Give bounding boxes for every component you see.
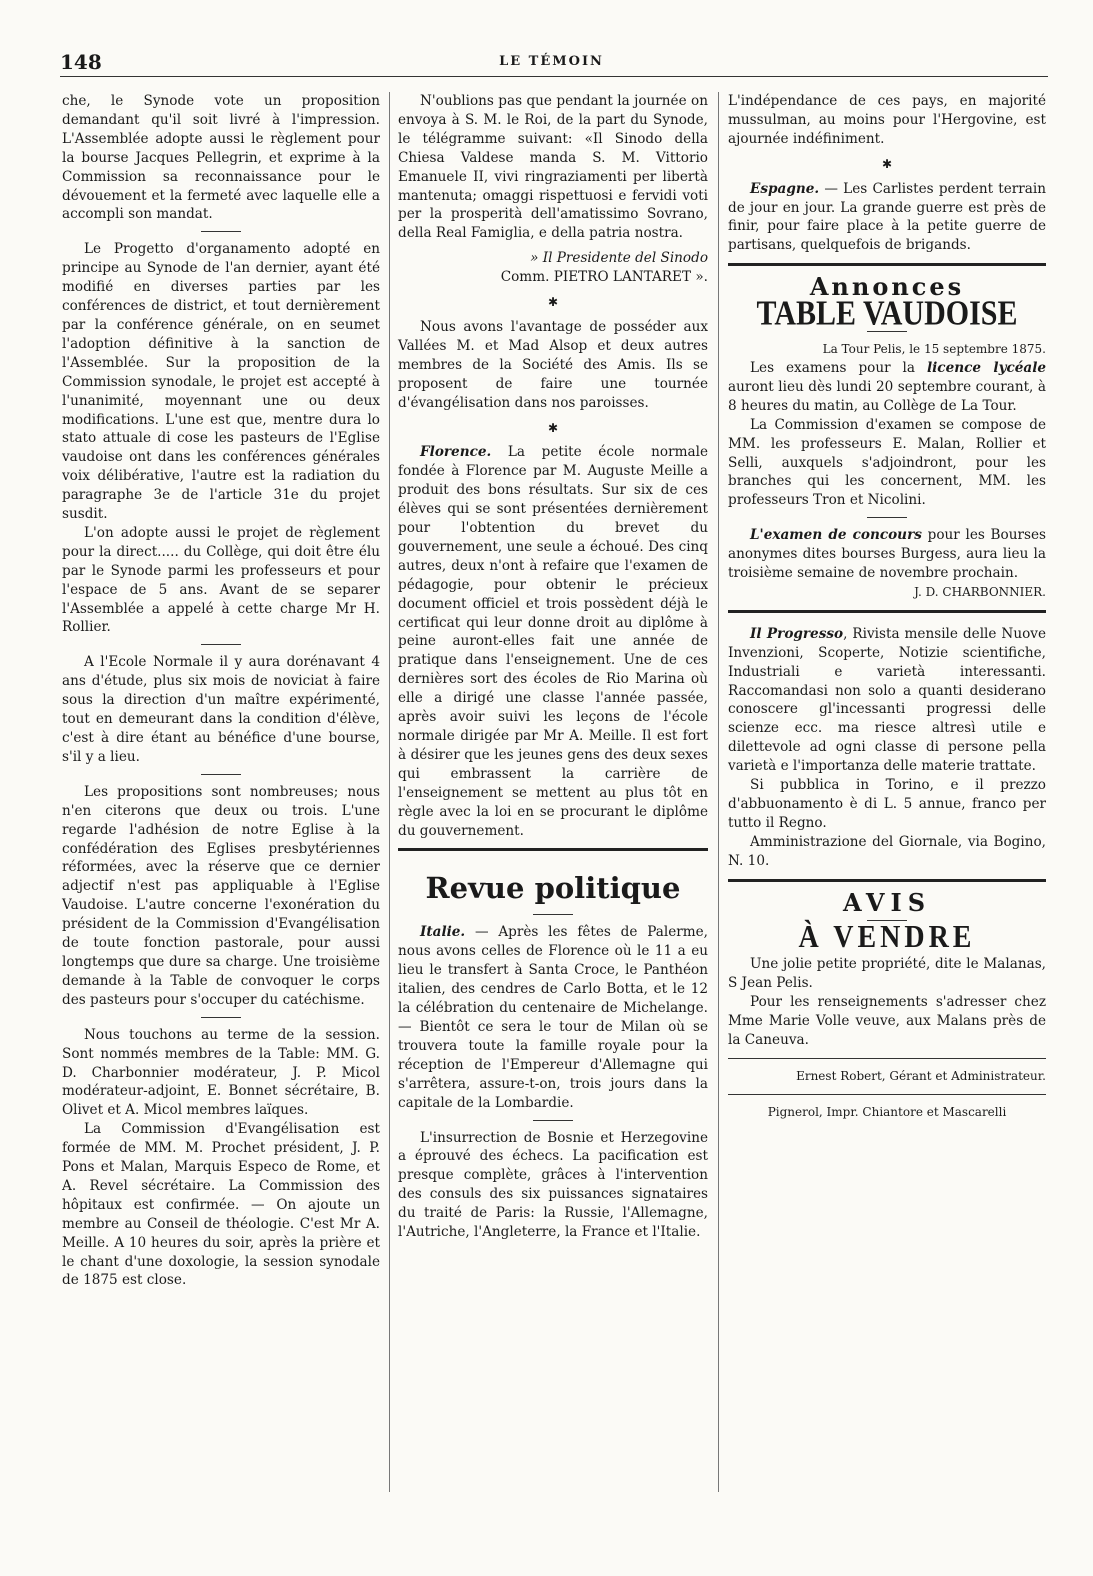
dateline-espagne: Espagne. (750, 180, 820, 197)
section-rule (728, 610, 1046, 613)
dateline-florence: Florence. (420, 444, 492, 461)
paragraph: L'on adopte aussi le projet de règlement pour la direct..... du Collège, qui doit être élu par le Synode parmi les professeurs et pour l'espace de 5 ans. Avant de se separer l'Assemblée a appelé à cette charge Mr H. Rollier. (62, 524, 380, 636)
section-rule (728, 879, 1046, 882)
paragraph: Si pubblica in Torino, e il prezzo d'abbuonamento è di L. 5 annue, franco per tutto il Regno. (728, 777, 1046, 831)
page-number: 148 (60, 50, 102, 74)
paragraph-body: — Après les fêtes de Palerme, nous avons celles de Florence où le 11 a eu lieu le transfert à Santa Croce, le Panthéon italien, des cendres de Carlo Botta, et le 12 la célébration du centenaire de Michelange. — Bientôt ce sera le tour de Milan où se trouvera toute la famille royale pour la réception de l'Empereur d'Allemagne qui s'arrêtera, assure-t-on, trois jours dans la capitale de la Lombardie. (398, 924, 708, 1111)
paragraph-body: — Les Carlistes perdent terrain de jour en jour. La grande guerre est près de finir, pour faire place à la petite guerre de partisans, quelquefois de brigands. (728, 180, 1046, 254)
paragraph: Amministrazione del Giornale, via Bogino, N. 10. (728, 833, 1046, 869)
separator (201, 231, 241, 232)
asterism: ✱ (881, 156, 893, 171)
separator (201, 774, 241, 775)
gerant-line: Ernest Robert, Gérant et Administrateur. (796, 1068, 1046, 1083)
avis-heading: AVIS (842, 887, 932, 917)
separator (867, 517, 907, 518)
paragraph: Les propositions sont nombreuses; nous n'en citerons que deux ou trois. L'une regarde l'adhésion de notre Eglise à la confédération des Eglises presbytériennes réformées, avec la réserve que ce dernier adjectif n'est pas appliquable à l'Eglise Vaudoise. L'autre concerne l'exonération du président de la Commission d'Evangélisation de toute fonction pastorale, pour aussi longtemps que dure sa charge. Une troisième demande à la Table de convoquer le corps des pasteurs pour s'occuper du catéchisme. (62, 783, 380, 1008)
running-title: LE TÉMOIN (499, 54, 604, 69)
separator (533, 914, 573, 915)
imprimeur-line: Pignerol, Impr. Chiantore et Mascarelli (767, 1104, 1007, 1119)
paragraph-body: auront lieu dès lundi 20 septembre courant, à 8 heures du matin, au Collège de La Tour. (728, 378, 1046, 414)
page-header (60, 50, 1043, 72)
paragraph: N'oublions pas que pendant la journée on envoya à S. M. le Roi, de la part du Synode, le télégramme suivant: «Il Sinodo della Chiesa Valdese manda S. M. Vittorio Emanuele II, vivi ringraziamenti per libertà mantenuta; omaggi rispettuosi e fervidi voti per la prosperità dell'amatissimo Sovrano, della Real Famiglia, e della patria nostra. (398, 93, 708, 242)
separator (201, 1017, 241, 1018)
header-rule (60, 76, 1048, 77)
paragraph: Nous avons l'avantage de posséder aux Vallées M. et Mad Alsop et deux autres membres de la Société des Amis. Ils se proposent de faire une tournée d'évangélisation dans nos paroisses. (398, 318, 708, 411)
paragraph (398, 443, 708, 840)
paragraph-body: pour les Bourses anonymes dites bourses Burgess, aura lieu la troisième semaine de novembre prochain. (728, 527, 1046, 582)
paragraph: Une jolie petite propriété, dite le Malanas, S Jean Pelis. (728, 956, 1046, 992)
annonces-heading: Annonces (809, 272, 965, 302)
paragraph: La Commission d'examen se compose de MM. les professeurs E. Malan, Rollier et Selli, auxquels s'adjoindront, pour les branches qui les concernent, MM. les professeurs Tron et Nicolini. (728, 416, 1046, 509)
paragraph: A l'Ecole Normale il y aura dorénavant 4 ans d'étude, plus six mois de noviciat à faire sous la direction d'un maître expérimenté, tout en demeurant dans la condition d'élève, c'est à dire étant au bénéfice d'une bourse, s'il y a lieu. (62, 654, 380, 765)
footer-rule (728, 1058, 1046, 1059)
progresso-lead: Il Progresso (750, 625, 844, 642)
section-rule (398, 848, 708, 851)
paragraph: Le Progetto d'organamento adopté en principe au Synode de l'an dernier, ayant été modifié en diverses parties par les conférences de district, et tout dernièrement par la conférence générale, on en seumet l'adoption définitive à la sanction de l'Assemblée. Sur la proposition de la Commission synodale, le projet est accepté à l'unanimité, moyennant une ou deux modifications. L'une est que, mentre dura lo stato attuale di cose les pasteurs de l'Eglise vaudoise ont dans les conférences générales voix délibérative, l'autre est la radiation du paragraphe 3e de l'article 31e du projet susdit. (62, 241, 380, 523)
signature-line: » Il Presidente del Sinodo (530, 250, 708, 267)
examen-lead: L'examen de concours (750, 527, 922, 544)
paragraph-body: , Rivista mensile delle Nuove Invenzioni, Scoperte, Notizie scientifiche, Industriali e varietà interessanti. Raccomandasi non solo a quanti desiderano conoscere gl'incessanti progressi delle scienze ecc. ma riesce altresì utile e dilettevole ad ogni classe di persone pella varietà e l'importanza delle materie trattate. (728, 625, 1046, 775)
paragraph: Pour les renseignements s'adresser chez Mme Marie Volle veuve, aux Malans près de la Caneuva. (728, 994, 1046, 1049)
signature-name: Comm. PIETRO LANTARET ». (500, 269, 708, 286)
paragraph: che, le Synode vote un proposition demandant qu'il soit livré à l'impression. L'Assemblée adopte aussi le règlement pour la bourse Jacques Pellegrin, et exprime à la Commission sa reconnaissance pour le dévouement et la fermeté avec laquelle elle a accompli son mandat. (62, 93, 380, 223)
column-divider (389, 92, 390, 1492)
section-rule (728, 263, 1046, 266)
separator (533, 1120, 573, 1121)
column-right (728, 92, 1046, 1122)
paragraph: L'indépendance de ces pays, en majorité mussulman, au moins pour l'Hergovine, est ajournée indéfiniment. (728, 93, 1046, 147)
column-left (62, 92, 380, 1290)
paragraph: Nous touchons au terme de la session. Sont nommés membres de la Table: MM. G. D. Charbonnier modérateur, J. P. Micol modérateur-adjoint, E. Bonnet sécrétaire, B. Olivet et A. Micol membres laïques. (62, 1026, 380, 1119)
paragraph: L'insurrection de Bosnie et Herzegovine a éprouvé des échecs. La pacification est presque complète, grâces à l'intervention des consuls des six puissances signataires du traité de Paris: la Russie, l'Allemagne, l'Autriche, l'Angleterre, la France et l'Italie. (398, 1129, 708, 1241)
dateline-italie: Italie. (420, 924, 466, 941)
paragraph (728, 180, 1046, 256)
asterism: ✱ (547, 295, 559, 310)
column-divider (718, 92, 719, 1492)
date-line: La Tour Pelis, le 15 septembre 1875. (822, 342, 1046, 357)
footer-rule (728, 1094, 1046, 1095)
signature-name: J. D. CHARBONNIER. (914, 584, 1046, 599)
licence-term: licence lycéale (926, 359, 1047, 376)
paragraph (728, 359, 1046, 416)
paragraph (398, 923, 708, 1112)
paragraph (728, 526, 1046, 583)
separator (201, 644, 241, 645)
a-vendre-heading: À VENDRE (798, 919, 976, 955)
paragraph (728, 625, 1046, 776)
paragraph-body: La petite école normale fondée à Florence par M. Auguste Meille a produit des bons résultats. Sur six de ces élèves qui se sont présentées dernièrement pour l'obtention du brevet du gouvernement, une seule a échoué. Des cinq autres, deux n'ont à refaire que l'examen de pédagogie, pour obtenir le précieux document officiel et trois possèdent déjà le certificat qui leur donne droit au diplôme à peine auront-elles fait une année de pratique dans l'enseignement. Une de ces dernières sort des écoles de Rio Marina où elle a dirigé une classe l'année passée, après avoir suivi les leçons de l'école normale dirigée par Mr A. Meille. Il est fort à désirer que les jeunes gens des deux sexes qui embrassent la carrière de l'enseignement se mettent au plus tôt en règle avec la loi en se procurant le diplôme du gouvernement. (398, 444, 708, 839)
asterism: ✱ (547, 420, 559, 435)
paragraph-body: Les examens pour la (750, 359, 927, 376)
paragraph: La Commission d'Evangélisation est formée de MM. M. Prochet président, J. P. Pons et Malan, Marquis Especo de Rome, et A. Revel sécrétaire. La Commission des hôpitaux est confirmée. — On ajoute un membre au Conseil de théologie. C'est Mr A. Meille. A 10 heures du soir, après la prière et le chant d'une doxologie, la session synodale de 1875 est close. (62, 1121, 380, 1289)
section-title: Revue politique (425, 871, 681, 906)
table-vaudoise-heading: TABLE VAUDOISE (756, 294, 1018, 333)
column-middle (398, 92, 708, 1242)
